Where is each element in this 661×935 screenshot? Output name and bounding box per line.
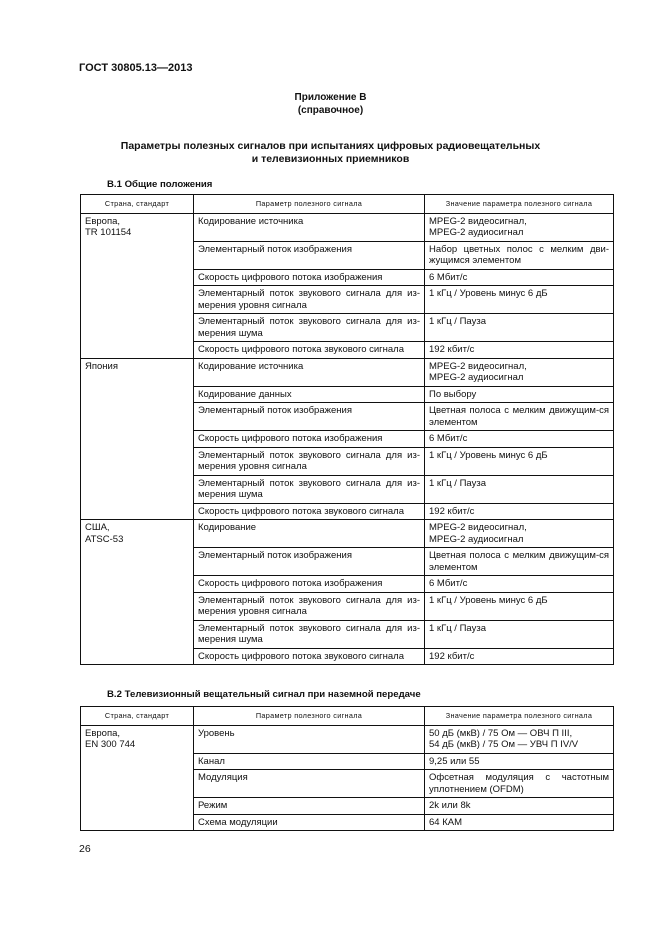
country-standard-cell: Япония (81, 358, 194, 520)
value-cell: По выбору (425, 386, 614, 403)
table-header-row (81, 707, 614, 726)
value-cell: MPEG-2 видеосигнал, MPEG-2 аудиосигнал (425, 213, 614, 241)
value-cell: Набор цветных полос с мелким дви-жущимся элементом (425, 241, 614, 269)
value-cell: Офсетная модуляция с частотным уплотнением (OFDM) (425, 770, 614, 798)
parameter-cell: Элементарный поток звукового сигнала для из-мерения шума (194, 475, 425, 503)
page-number: 26 (79, 843, 91, 855)
section1-title: В.1 Общие положения (107, 179, 213, 190)
value-cell: 6 Мбит/с (425, 576, 614, 593)
value-cell: 2k или 8k (425, 798, 614, 815)
parameter-cell: Режим (194, 798, 425, 815)
value-cell: 1 кГц / Пауза (425, 475, 614, 503)
annex-heading (0, 91, 661, 117)
parameter-cell: Элементарный поток звукового сигнала для из-мерения шума (194, 314, 425, 342)
section2-table (80, 706, 614, 831)
annex-subtitle: (справочное) (297, 105, 364, 116)
page-title (0, 140, 661, 166)
parameter-cell: Элементарный поток звукового сигнала для из-мерения уровня сигнала (194, 447, 425, 475)
value-cell: 50 дБ (мкВ) / 75 Ом — ОВЧ П III, 54 дБ (мкВ) / 75 Ом — УВЧ П IV/V (425, 725, 614, 753)
parameter-cell: Скорость цифрового потока изображения (194, 269, 425, 286)
parameter-cell: Элементарный поток изображения (194, 548, 425, 576)
country-standard-cell: Европа, TR 101154 (81, 213, 194, 358)
value-cell: 192 кбит/с (425, 342, 614, 359)
parameter-cell: Элементарный поток звукового сигнала для из-мерения уровня сигнала (194, 592, 425, 620)
column-header: Страна, стандарт (81, 707, 194, 726)
table-row (81, 725, 614, 753)
country-standard-cell: Европа, EN 300 744 (81, 725, 194, 831)
parameter-cell: Скорость цифрового потока звукового сигнала (194, 503, 425, 520)
country-standard-cell: США, ATSC-53 (81, 520, 194, 665)
value-cell: MPEG-2 видеосигнал, MPEG-2 аудиосигнал (425, 358, 614, 386)
parameter-cell: Элементарный поток изображения (194, 403, 425, 431)
parameter-cell: Уровень (194, 725, 425, 753)
value-cell: 1 кГц / Уровень минус 6 дБ (425, 447, 614, 475)
parameter-cell: Элементарный поток звукового сигнала для из-мерения уровня сигнала (194, 286, 425, 314)
table-row (81, 213, 614, 241)
value-cell: 1 кГц / Пауза (425, 314, 614, 342)
value-cell: 6 Мбит/с (425, 269, 614, 286)
value-cell: 64 КАМ (425, 814, 614, 831)
table-header-row (81, 195, 614, 214)
section1-table (80, 194, 614, 665)
value-cell: 1 кГц / Уровень минус 6 дБ (425, 286, 614, 314)
value-cell: 1 кГц / Уровень минус 6 дБ (425, 592, 614, 620)
page-title-line2: и телевизионных приемников (251, 153, 410, 165)
table-row (81, 520, 614, 548)
document-header: ГОСТ 30805.13—2013 (79, 62, 193, 74)
value-cell: 192 кбит/с (425, 648, 614, 665)
column-header: Параметр полезного сигнала (194, 707, 425, 726)
annex-title: Приложение В (294, 92, 367, 103)
parameter-cell: Канал (194, 753, 425, 770)
parameter-cell: Элементарный поток изображения (194, 241, 425, 269)
parameter-cell: Кодирование (194, 520, 425, 548)
section2-title: В.2 Телевизионный вещательный сигнал при наземной передаче (107, 689, 421, 700)
parameter-cell: Скорость цифрового потока изображения (194, 431, 425, 448)
value-cell: Цветная полоса с мелким движущим-ся элементом (425, 548, 614, 576)
parameter-cell: Скорость цифрового потока звукового сигнала (194, 342, 425, 359)
column-header: Параметр полезного сигнала (194, 195, 425, 214)
parameter-cell: Схема модуляции (194, 814, 425, 831)
table-row (81, 358, 614, 386)
column-header: Страна, стандарт (81, 195, 194, 214)
value-cell: 192 кбит/с (425, 503, 614, 520)
value-cell: Цветная полоса с мелким движущим-ся элементом (425, 403, 614, 431)
parameter-cell: Скорость цифрового потока звукового сигнала (194, 648, 425, 665)
parameter-cell: Модуляция (194, 770, 425, 798)
column-header: Значение параметра полезного сигнала (425, 707, 614, 726)
parameter-cell: Кодирование источника (194, 213, 425, 241)
value-cell: 9,25 или 55 (425, 753, 614, 770)
value-cell: MPEG-2 видеосигнал, MPEG-2 аудиосигнал (425, 520, 614, 548)
page-title-line1: Параметры полезных сигналов при испытаниях цифровых радиовещательных (120, 140, 541, 152)
parameter-cell: Кодирование источника (194, 358, 425, 386)
column-header: Значение параметра полезного сигнала (425, 195, 614, 214)
parameter-cell: Элементарный поток звукового сигнала для из-мерения шума (194, 620, 425, 648)
parameter-cell: Кодирование данных (194, 386, 425, 403)
value-cell: 6 Мбит/с (425, 431, 614, 448)
parameter-cell: Скорость цифрового потока изображения (194, 576, 425, 593)
value-cell: 1 кГц / Пауза (425, 620, 614, 648)
